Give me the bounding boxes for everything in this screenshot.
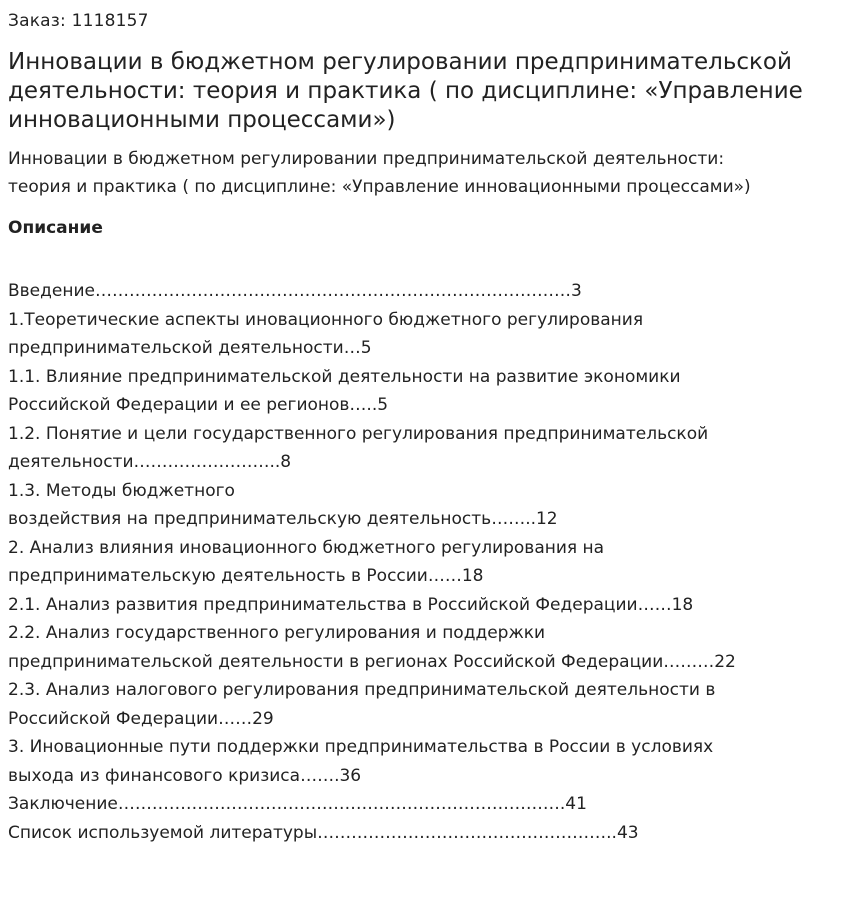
toc-line: деятельности……………………..8 — [8, 452, 292, 472]
toc-line: 1.3. Методы бюджетного — [8, 480, 235, 501]
toc-line: воздействия на предпринимательскую деятельность……..12 — [8, 509, 558, 529]
toc-line: Российской Федерации……29 — [8, 708, 274, 729]
toc-line: 2.2. Анализ государственного регулирования и поддержки — [8, 623, 546, 643]
toc-line: 1.2. Понятие и цели государственного регулирования предпринимательской — [8, 423, 709, 444]
order-number: Заказ: 1118157 — [8, 11, 149, 31]
table-of-contents — [8, 277, 843, 847]
toc-line: 2. Анализ влияния иновационного бюджетного регулирования на — [8, 537, 605, 558]
subtitle-line: теория и практика ( по дисциплине: «Управление инновационными процессами») — [8, 177, 751, 197]
toc-line: предпринимательской деятельности…5 — [8, 338, 372, 358]
toc-line: Российской Федерации и ее регионов…..5 — [8, 395, 389, 415]
toc-line: предпринимательской деятельности в регионах Российской Федерации………22 — [8, 651, 736, 672]
toc-line: 1.1. Влияние предпринимательской деятельности на развитие экономики — [8, 366, 681, 387]
subtitle — [8, 145, 843, 201]
toc-line: Список используемой литературы……………………………………………..43 — [8, 822, 639, 843]
toc-line: 2.1. Анализ развития предпринимательства в Российской Федерации……18 — [8, 594, 694, 615]
toc-line: Введение…………………………………………………………………………3 — [8, 281, 582, 301]
toc-line: Заключение…………………………………………………………………….41 — [8, 794, 587, 814]
subtitle-line: Инновации в бюджетном регулировании предпринимательской деятельности: — [8, 149, 725, 169]
toc-line: 3. Иновационные пути поддержки предпринимательства в России в условиях — [8, 737, 714, 757]
toc-line: предпринимательскую деятельность в России……18 — [8, 566, 484, 586]
toc-line: 2.3. Анализ налогового регулирования предпринимательской деятельности в — [8, 680, 716, 700]
document-page — [8, 10, 843, 847]
toc-line: 1.Теоретические аспекты иновационного бюджетного регулирования — [8, 309, 644, 330]
description-heading: Описание — [8, 218, 103, 238]
toc-line: выхода из финансового кризиса…….36 — [8, 765, 362, 786]
page-title: Инновации в бюджетном регулировании предпринимательской деятельности: теория и практика ( по дисциплине: «Управление инновационными процессами») — [8, 49, 803, 133]
